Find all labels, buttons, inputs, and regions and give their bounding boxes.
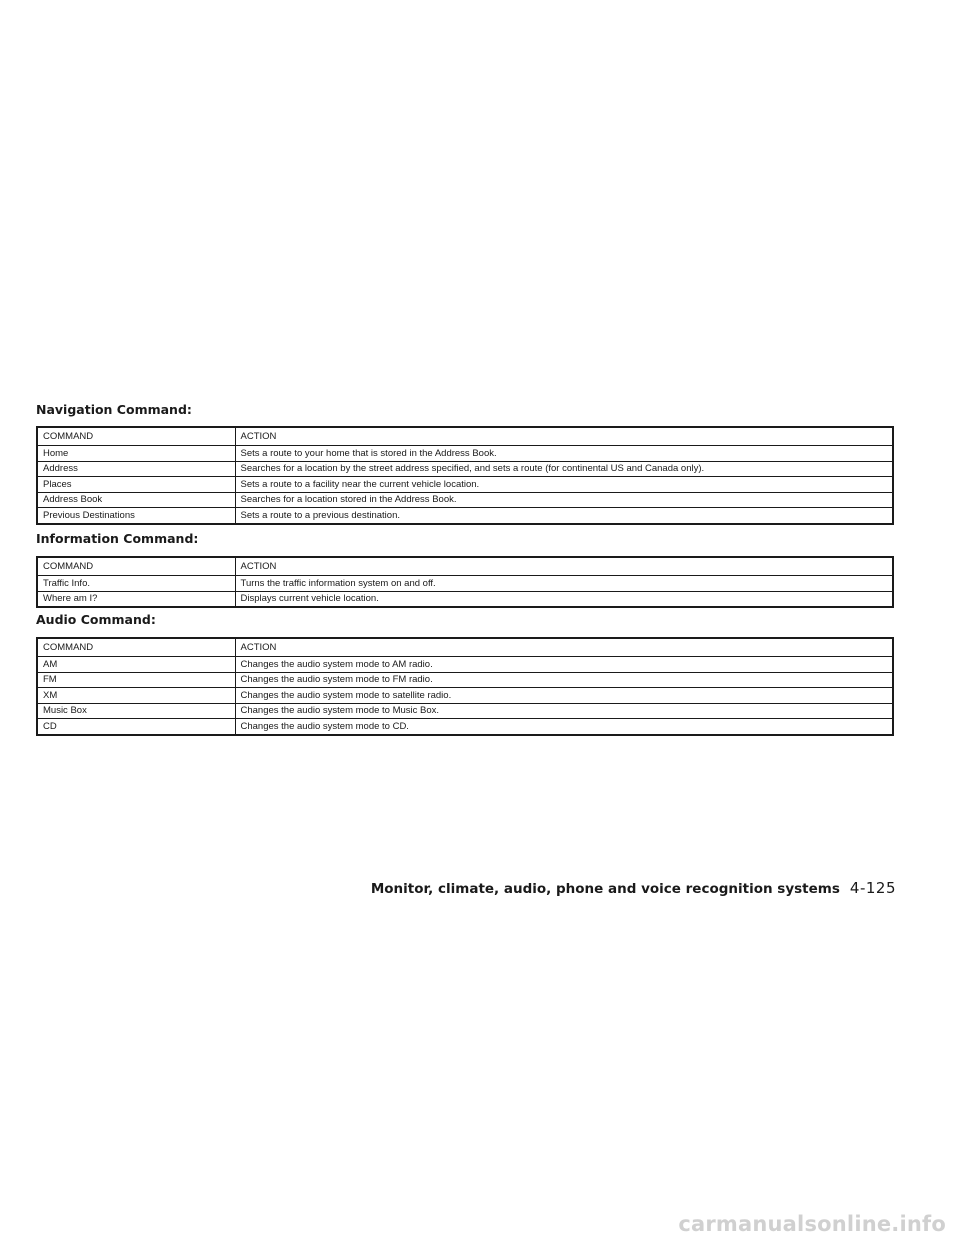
command-cell: Where am I?	[37, 591, 235, 607]
table-row	[37, 688, 893, 704]
column-header-command: COMMAND	[37, 557, 235, 576]
column-header-command: COMMAND	[37, 638, 235, 657]
table-header-row	[37, 638, 893, 657]
table-row	[37, 461, 893, 477]
navigation-command-heading: Navigation Command:	[36, 402, 192, 417]
action-cell: Changes the audio system mode to satellite radio.	[235, 688, 893, 704]
table-row	[37, 672, 893, 688]
command-cell: FM	[37, 672, 235, 688]
chapter-title: Monitor, climate, audio, phone and voice recognition systems	[370, 881, 840, 897]
action-cell: Turns the traffic information system on and off.	[235, 576, 893, 592]
table-header-row	[37, 557, 893, 576]
column-header-action: ACTION	[235, 427, 893, 446]
command-cell: Previous Destinations	[37, 508, 235, 524]
page-number: 4-125	[849, 879, 896, 897]
table-row	[37, 492, 893, 508]
action-cell: Sets a route to your home that is stored in the Address Book.	[235, 446, 893, 462]
command-cell: AM	[37, 657, 235, 673]
column-header-command: COMMAND	[37, 427, 235, 446]
action-cell: Sets a route to a facility near the current vehicle location.	[235, 477, 893, 493]
information-command-heading: Information Command:	[36, 531, 199, 546]
column-header-action: ACTION	[235, 557, 893, 576]
information-command-table	[36, 556, 894, 608]
command-cell: Home	[37, 446, 235, 462]
audio-command-table	[36, 637, 894, 736]
action-cell: Changes the audio system mode to AM radio.	[235, 657, 893, 673]
table-header-row	[37, 427, 893, 446]
page-footer	[371, 879, 896, 897]
table-row	[37, 446, 893, 462]
table-row	[37, 719, 893, 735]
action-cell: Changes the audio system mode to CD.	[235, 719, 893, 735]
command-cell: XM	[37, 688, 235, 704]
command-cell: Traffic Info.	[37, 576, 235, 592]
navigation-command-table	[36, 426, 894, 525]
table-row	[37, 477, 893, 493]
table-row	[37, 703, 893, 719]
action-cell: Changes the audio system mode to FM radio.	[235, 672, 893, 688]
command-cell: Music Box	[37, 703, 235, 719]
action-cell: Changes the audio system mode to Music Box.	[235, 703, 893, 719]
table-row	[37, 508, 893, 524]
table-row	[37, 576, 893, 592]
command-cell: CD	[37, 719, 235, 735]
audio-command-heading: Audio Command:	[36, 612, 156, 627]
action-cell: Searches for a location by the street address specified, and sets a route (for continental US and Canada only).	[235, 461, 893, 477]
command-cell: Address Book	[37, 492, 235, 508]
action-cell: Sets a route to a previous destination.	[235, 508, 893, 524]
watermark: carmanualsonline.info	[678, 1212, 946, 1236]
table-row	[37, 657, 893, 673]
command-cell: Address	[37, 461, 235, 477]
command-cell: Places	[37, 477, 235, 493]
action-cell: Displays current vehicle location.	[235, 591, 893, 607]
column-header-action: ACTION	[235, 638, 893, 657]
action-cell: Searches for a location stored in the Address Book.	[235, 492, 893, 508]
table-row	[37, 591, 893, 607]
